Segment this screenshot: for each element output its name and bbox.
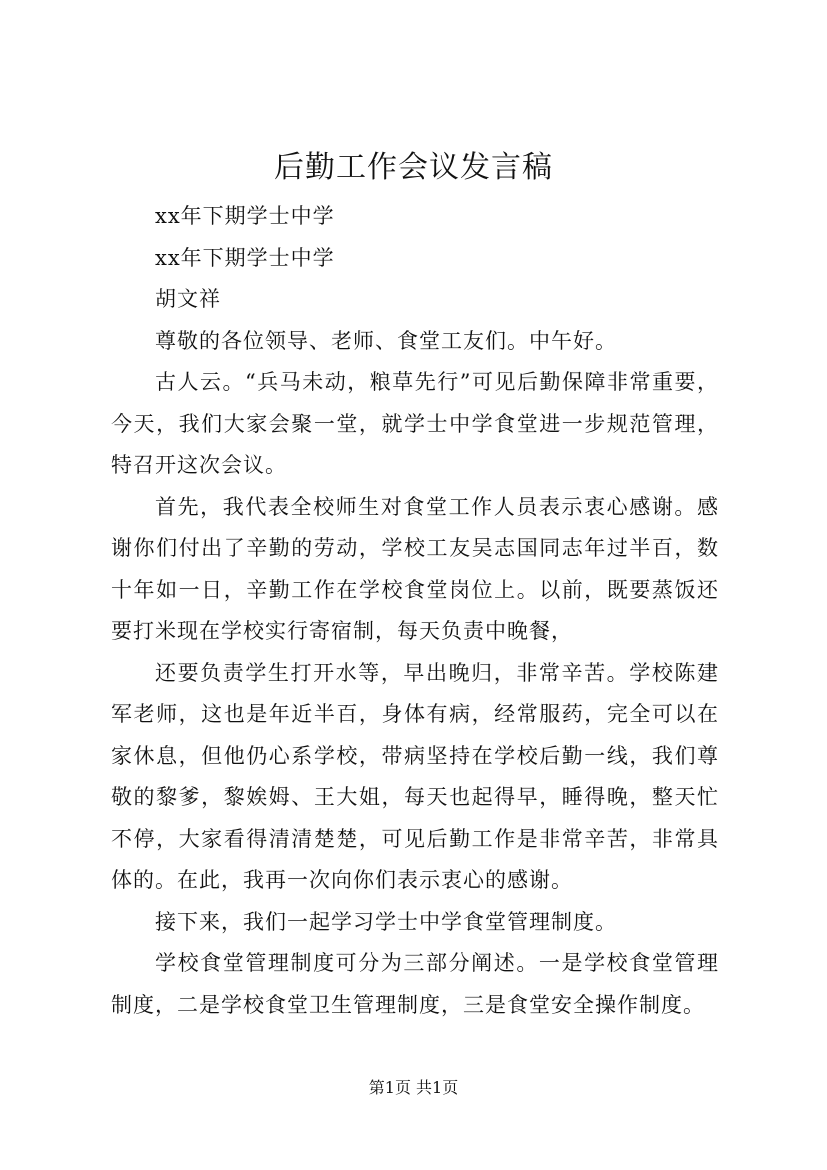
paragraph-author: 胡文祥 [155,287,221,311]
paragraph-staff: 还要负责学生打开水等，早出晚归，非常辛苦。学校陈建军老师，这也是年近半百，身体有病，经常服药，完全可以在家休息，但他仍心系学校，带病坚持在学校后勤一线，我们尊敬的黎爹，黎娭姆、王大姐，每天也起得早，睡得晚，整天忙不停，大家看得清清楚楚，可见后勤工作是非常辛苦，非常具体的。在此，我再一次向你们表示衷心的感谢。 [111,660,719,892]
paragraph-rules: 学校食堂管理制度可分为三部分阐述。一是学校食堂管理制度，二是学校食堂卫生管理制度，三是食堂安全操作制度。 [111,951,719,1017]
paragraph-school-line-2: xx年下期学士中学 [155,245,335,270]
document-title: 后勤工作会议发言稿 [274,150,553,185]
paragraph-next: 接下来，我们一起学习学士中学食堂管理制度。 [155,909,617,934]
document-body [111,196,719,1026]
paragraph-thanks: 首先，我代表全校师生对食堂工作人员表示衷心感谢。感谢你们付出了辛勤的劳动，学校工友吴志国同志年过半百，数十年如一日，辛勤工作在学校食堂岗位上。以前，既要蒸饭还要打米现在学校实行寄宿制，每天负责中晚餐， [111,494,719,643]
paragraph-greeting: 尊敬的各位领导、老师、食堂工友们。中午好。 [155,328,617,353]
paragraph-school-line-1: xx年下期学士中学 [155,204,335,228]
page-footer: 第1页 共1页 [368,1078,459,1097]
paragraph-intro: 古人云。“兵马未动，粮草先行”可见后勤保障非常重要，今天，我们大家会聚一堂，就学士中学食堂进一步规范管理，特召开这次会议。 [111,370,719,477]
